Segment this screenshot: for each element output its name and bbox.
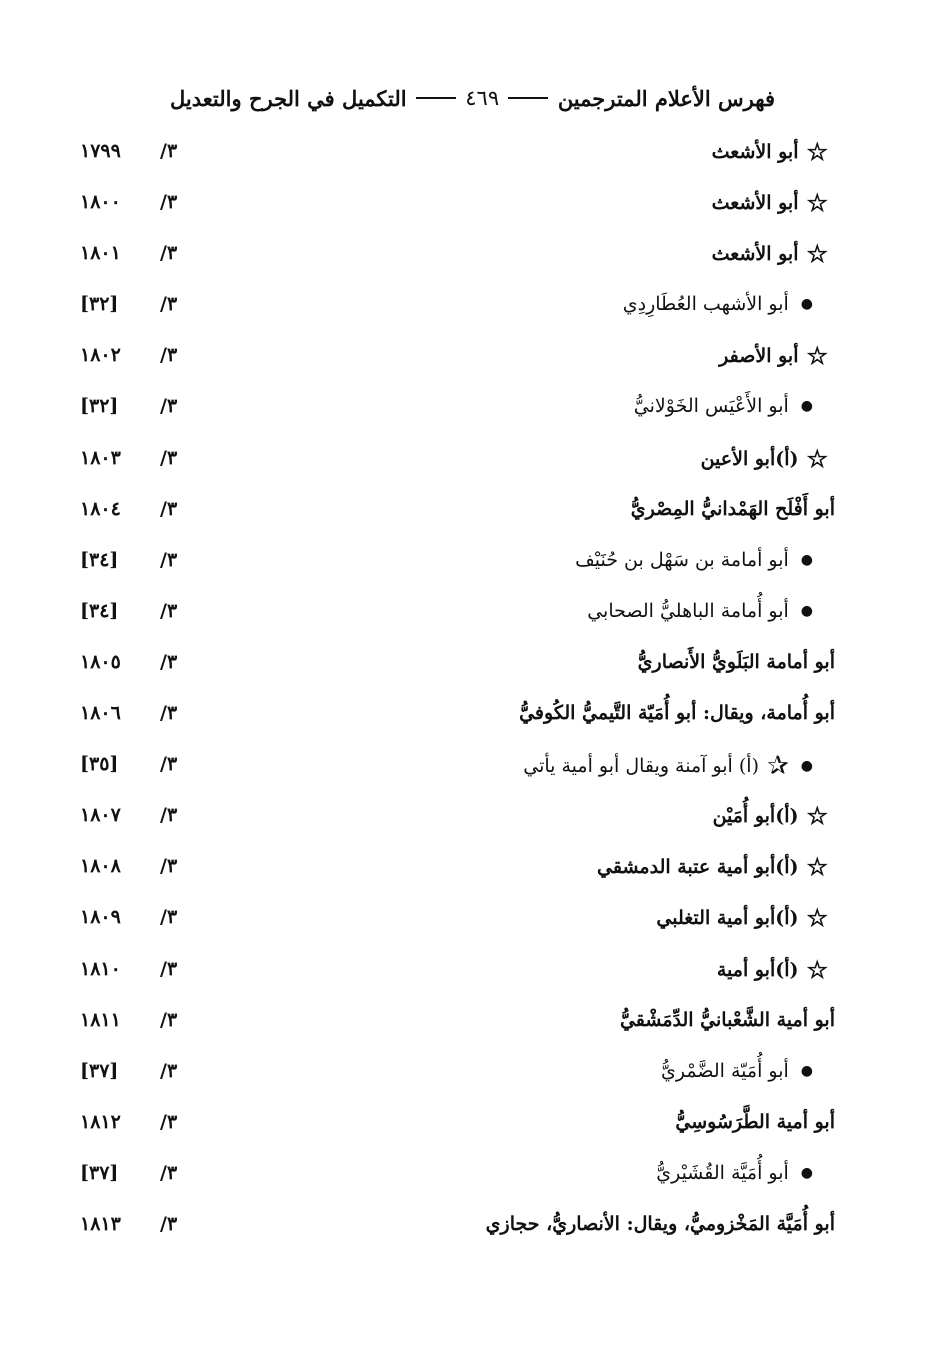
entry-volume: /٣ <box>160 753 178 776</box>
index-entries <box>80 132 835 1256</box>
entry-volume: /٣ <box>160 957 178 980</box>
index-entry-row <box>80 847 835 898</box>
star-outline-icon: ☆ <box>806 341 828 371</box>
star-outline-icon: ☆ <box>806 801 828 831</box>
entry-name <box>700 443 828 473</box>
entry-number: [٣٢] <box>80 293 119 316</box>
entry-volume: /٣ <box>160 1059 178 1082</box>
entry-number: ١٨١٢ <box>80 1110 121 1133</box>
entry-number: ١٨١٣ <box>80 1212 121 1235</box>
entry-number: ١٨١١ <box>80 1008 121 1031</box>
entry-volume: /٣ <box>160 1008 178 1031</box>
entry-number: ١٨١٠ <box>80 957 121 980</box>
entry-volume: /٣ <box>160 855 178 878</box>
entry-name-text: (أ)أبو الأعين <box>700 447 799 470</box>
index-entry-row <box>80 183 835 234</box>
index-entry-row <box>80 1205 835 1256</box>
entry-name <box>597 852 828 882</box>
index-entry-row <box>80 643 835 694</box>
entry-name <box>656 1162 813 1184</box>
star-outline-icon: ☆ <box>806 852 828 882</box>
entry-name-text: أبو الأشعث <box>711 192 799 215</box>
entry-name-text: أبو أمية الطَّرَسُوسِيُّ <box>675 1110 835 1133</box>
star-outline-icon: ☆ <box>806 443 828 473</box>
entry-name-text: (أ)أبو أمية <box>716 958 799 981</box>
entry-volume: /٣ <box>160 293 178 316</box>
index-entry-row <box>80 694 835 745</box>
section-title: فهرس الأعلام المترجمين <box>557 85 775 111</box>
entry-name-text: أبو أمامة البَلَويُّ الأَنصاريُّ <box>637 650 835 673</box>
entry-name-text: أبو أُمامة، ويقال: أبو أُمَيّة التَّيميُّ الكُوفيُّ <box>519 702 835 725</box>
entry-number: ١٨٠٢ <box>80 344 121 367</box>
entry-name <box>575 549 813 571</box>
entry-name <box>634 395 813 417</box>
index-entry-row <box>80 336 835 387</box>
index-entry-row <box>80 1154 835 1205</box>
entry-volume: /٣ <box>160 497 178 520</box>
entry-name-text: (أ)أبو أمية التغلبي <box>656 907 799 930</box>
bullet-dot-icon: ● <box>800 1062 813 1079</box>
index-entry-row <box>80 950 835 1001</box>
star-outline-icon: ☆ <box>806 903 828 933</box>
index-entry-row <box>80 796 835 847</box>
entry-number: ١٨٠٤ <box>80 497 121 520</box>
star-outline-icon: ✰ <box>766 751 789 782</box>
entry-name <box>711 188 828 218</box>
entry-number: ١٨٠٦ <box>80 702 121 725</box>
entry-number: [٣٤] <box>80 599 119 622</box>
index-entry-row <box>80 592 835 643</box>
entry-volume: /٣ <box>160 650 178 673</box>
entry-name <box>711 239 828 269</box>
index-entry-row <box>80 1103 835 1154</box>
entry-name-text: أبو الأشعث <box>711 141 799 163</box>
entry-volume: /٣ <box>160 1110 178 1133</box>
book-title <box>170 86 407 111</box>
star-outline-icon: ☆ <box>806 188 828 218</box>
index-entry-row <box>80 1001 835 1052</box>
entry-name-text: أبو الأشعث <box>711 243 799 266</box>
entry-volume: /٣ <box>160 395 178 418</box>
star-outline-icon: ☆ <box>806 239 828 269</box>
entry-name <box>486 1213 835 1235</box>
entry-name <box>631 498 835 520</box>
entry-name-text: أبو الأصفر <box>719 345 799 368</box>
entry-name-text: أبو أُمَيّة الضَّمْريُّ <box>661 1059 789 1082</box>
star-outline-icon: ☆ <box>806 137 828 166</box>
index-entry-row <box>80 234 835 285</box>
entry-name-text: أبو أُمَيَّة القُشَيْريُّ <box>656 1161 789 1184</box>
entry-name <box>661 1060 813 1082</box>
bullet-dot-icon: ● <box>800 1164 813 1181</box>
entry-name <box>620 1009 835 1031</box>
entry-name-text: (أ)أبو أُمَيْن <box>712 805 799 828</box>
entry-name-text: أبو أُمامة الباهليُّ الصحابي <box>587 599 789 622</box>
entry-number: [٣٧] <box>80 1161 119 1184</box>
index-entry-row <box>80 285 835 336</box>
star-outline-icon: ☆ <box>806 954 828 984</box>
entry-number: ١٨٠٧ <box>80 804 121 827</box>
entry-name <box>587 600 813 622</box>
entry-name <box>523 751 813 782</box>
bullet-dot-icon: ● <box>800 758 813 775</box>
header-rule-left <box>508 97 548 99</box>
index-entry-row <box>80 541 835 592</box>
entry-number: [٣٢] <box>80 395 119 418</box>
entry-volume: /٣ <box>160 906 178 929</box>
entry-name-text: (أ)أبو أمية عتبة الدمشقي <box>597 856 799 879</box>
book-title-text: التكميل في الجرح والتعديل <box>170 85 407 111</box>
entry-number: ١٨٠٥ <box>80 650 121 673</box>
entry-volume: /٣ <box>160 599 178 622</box>
entry-volume: /٣ <box>160 804 178 827</box>
index-entry-row <box>80 439 835 490</box>
entry-name <box>711 137 828 166</box>
entry-volume: /٣ <box>160 344 178 367</box>
index-entry-row <box>80 387 835 438</box>
entry-volume: /٣ <box>160 1161 178 1184</box>
entry-number: ١٧٩٩ <box>80 140 121 162</box>
entry-number: [٣٥] <box>80 753 119 776</box>
entry-number: [٣٧] <box>80 1059 119 1082</box>
page-number: ٤٦٩ <box>465 86 500 110</box>
entry-name <box>675 1111 835 1133</box>
entry-volume: /٣ <box>160 1212 178 1235</box>
entry-name <box>656 903 828 933</box>
entry-name-text: أبو أَفْلَح الهَمْدانيُّ المِصْريُّ <box>630 497 835 520</box>
bullet-dot-icon: ● <box>800 551 813 568</box>
bullet-dot-icon: ● <box>800 398 813 415</box>
entry-volume: /٣ <box>160 548 178 571</box>
entry-name <box>716 954 828 984</box>
entry-name <box>623 293 813 315</box>
entry-name-text: أبو الأشهب العُطَارِدِي <box>622 293 789 316</box>
index-entry-row <box>80 898 835 949</box>
entry-number: ١٨٠٠ <box>80 191 121 214</box>
index-entry-row <box>80 1052 835 1103</box>
entry-name-text: أبو أمية الشَّعْبانيُّ الدِّمَشْقيُّ <box>619 1008 835 1031</box>
entry-number: ١٨٠٩ <box>80 906 121 929</box>
entry-volume: /٣ <box>160 140 178 162</box>
entry-name-text: أبو أمامة بن سَهْل بن حُنَيْف <box>575 548 789 571</box>
entry-volume: /٣ <box>160 446 178 469</box>
entry-volume: /٣ <box>160 191 178 214</box>
entry-number: [٣٤] <box>80 548 119 571</box>
entry-name <box>638 651 835 673</box>
header-rule-right <box>416 97 456 99</box>
entry-name <box>712 801 828 831</box>
entry-name-text: (أ) أبو آمنة ويقال أبو أمية يأتي <box>523 755 759 778</box>
entry-name <box>519 702 835 724</box>
entry-name <box>719 341 828 371</box>
entry-volume: /٣ <box>160 702 178 725</box>
entry-name-text: أبو الأَعْيَس الخَوْلانيُّ <box>633 395 789 418</box>
index-entry-row <box>80 745 835 796</box>
entry-volume: /٣ <box>160 242 178 265</box>
page-header <box>170 78 775 118</box>
entry-number: ١٨٠٣ <box>80 446 121 469</box>
entry-number: ١٨٠٨ <box>80 855 121 878</box>
bullet-dot-icon: ● <box>800 296 813 313</box>
entry-number: ١٨٠١ <box>80 242 121 265</box>
entry-name-text: أبو أُمَيَّة المَخْزوميُّ، ويقال: الأنصاريُّ، حجازي <box>485 1212 835 1235</box>
index-entry-row <box>80 132 835 183</box>
bullet-dot-icon: ● <box>800 602 813 619</box>
index-entry-row <box>80 490 835 541</box>
